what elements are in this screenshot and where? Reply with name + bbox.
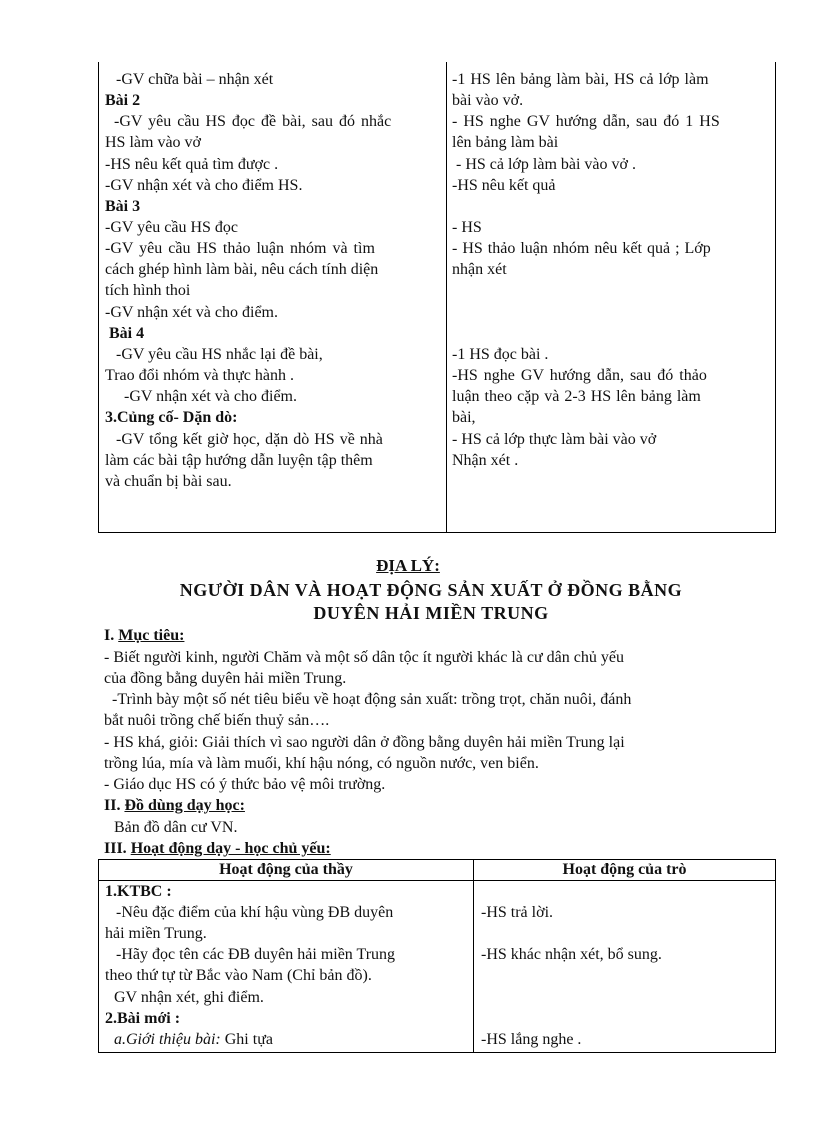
t1-right-line: -1 HS lên bảng làm bài, HS cả lớp làm <box>452 71 709 88</box>
table2-mid-border <box>473 859 474 1053</box>
objective-line: - Biết người kinh, người Chăm và một số dân tộc ít người khác là cư dân chủ yếu <box>104 649 624 666</box>
objective-line: - Giáo dục HS có ý thức bảo vệ môi trường. <box>104 776 386 793</box>
intro-text: Ghi tựa <box>220 1031 273 1048</box>
t1-left-heading: Bài 4 <box>109 325 145 342</box>
t1-left-line: cách ghép hình làm bài, nêu cách tính diện <box>105 261 379 278</box>
table2-bottom-border <box>98 1052 776 1053</box>
t1-left-line: -GV chữa bài – nhận xét <box>116 71 274 88</box>
t1-left-line: -GV nhận xét và cho điểm. <box>124 388 297 405</box>
t1-left-line: -GV yêu cầu HS thảo luận nhóm và tìm <box>105 240 375 257</box>
heading-text: Đồ dùng dạy học: <box>124 797 245 814</box>
subject-heading: ĐỊA LÝ: <box>376 556 440 575</box>
t1-right-line: bài vào vở. <box>452 92 524 109</box>
t2-left-line: GV nhận xét, ghi điểm. <box>114 989 264 1006</box>
heading-text: Mục tiêu: <box>118 627 185 644</box>
t1-left-line: -GV nhận xét và cho điểm. <box>105 304 278 321</box>
objective-line: trồng lúa, mía và làm muối, khí hậu nóng, có nguồn nước, ven biển. <box>104 755 539 772</box>
lesson-title-line2: DUYÊN HẢI MIỀN TRUNG <box>313 603 549 623</box>
intro-label: a.Giới thiệu bài: <box>114 1031 221 1048</box>
table1-bottom-border <box>98 532 776 533</box>
lesson-title-line1: NGƯỜI DÂN VÀ HOẠT ĐỘNG SẢN XUẤT Ở ĐỒNG BẰNG <box>179 580 683 600</box>
t2-left-line: -Hãy đọc tên các ĐB duyên hải miền Trung <box>116 946 396 963</box>
t1-left-heading: Bài 3 <box>105 198 141 215</box>
t1-left-line: tích hình thoi <box>105 282 191 299</box>
t1-right-line: Nhận xét . <box>452 452 519 469</box>
t1-right-line: - HS cả lớp làm bài vào vở . <box>456 156 636 173</box>
table1-left-border <box>98 62 99 532</box>
t1-right-line: - HS thảo luận nhóm nêu kết quả ; Lớp <box>452 240 711 257</box>
t1-left-line: Trao đổi nhóm và thực hành . <box>105 367 294 384</box>
t2-right-line: -HS lắng nghe . <box>481 1031 582 1048</box>
t1-right-line: -1 HS đọc bài . <box>452 346 549 363</box>
t1-left-line: -GV yêu cầu HS đọc đề bài, sau đó nhắc <box>114 113 392 130</box>
t1-left-line: -GV yêu cầu HS nhắc lại đề bài, <box>116 346 323 363</box>
materials-line: Bản đồ dân cư VN. <box>114 819 238 836</box>
t1-left-line: -HS nêu kết quả tìm được . <box>105 156 279 173</box>
table2-header-border <box>98 880 776 881</box>
t1-right-line: -HS nghe GV hướng dẫn, sau đó thảo <box>452 367 707 384</box>
t1-left-line: -GV yêu cầu HS đọc <box>105 219 239 236</box>
t1-left-line: -GV nhận xét và cho điểm HS. <box>105 177 303 194</box>
t1-right-line: lên bảng làm bài <box>452 134 559 151</box>
t1-right-line: bài, <box>452 409 476 426</box>
heading-text: Hoạt động dạy - học chủ yếu: <box>130 840 331 857</box>
heading-number: III. <box>104 840 131 857</box>
table2-right-border <box>775 859 776 1053</box>
t2-left-heading: 2.Bài mới : <box>105 1010 181 1027</box>
t1-right-line: luận theo cặp và 2-3 HS lên bảng làm <box>452 388 701 405</box>
heading-objectives <box>104 626 184 646</box>
t2-left-line <box>114 1030 273 1050</box>
t1-right-line: - HS nghe GV hướng dẫn, sau đó 1 HS <box>452 113 720 130</box>
t1-right-line: - HS cả lớp thực làm bài vào vở <box>452 431 657 448</box>
t2-left-line: -Nêu đặc điểm của khí hậu vùng ĐB duyên <box>116 904 394 921</box>
table2-header-teacher: Hoạt động của thầy <box>219 861 353 878</box>
table1-mid-border <box>446 62 447 532</box>
heading-materials <box>104 796 245 816</box>
table1-right-border <box>775 62 776 532</box>
t2-left-line: hải miền Trung. <box>105 925 207 942</box>
t1-left-line: và chuẩn bị bài sau. <box>105 473 232 490</box>
t1-left-heading: Bài 2 <box>105 92 141 109</box>
t1-right-line: nhận xét <box>452 261 507 278</box>
t2-left-line: theo thứ tự từ Bắc vào Nam (Chỉ bản đồ). <box>105 967 372 984</box>
heading-number: II. <box>104 797 125 814</box>
objective-line: của đồng bằng duyên hải miền Trung. <box>104 670 347 687</box>
t1-left-line: -GV tổng kết giờ học, dặn dò HS về nhà <box>116 431 383 448</box>
t2-right-line: -HS trả lời. <box>481 904 554 921</box>
t1-right-line: - HS <box>452 219 482 236</box>
t1-left-line: HS làm vào vở <box>105 134 202 151</box>
heading-number: I. <box>104 627 119 644</box>
heading-activities <box>104 839 331 859</box>
t2-right-line: -HS khác nhận xét, bổ sung. <box>481 946 662 963</box>
objective-line: -Trình bày một số nét tiêu biểu về hoạt động sản xuất: trồng trọt, chăn nuôi, đánh <box>112 691 632 708</box>
table2-header-student: Hoạt động của trò <box>562 861 687 878</box>
objective-line: bắt nuôi trồng chế biến thuỷ sản…. <box>104 712 330 729</box>
table2-left-border <box>98 859 99 1053</box>
t1-right-line: -HS nêu kết quả <box>452 177 556 194</box>
objective-line: - HS khá, giỏi: Giải thích vì sao người dân ở đồng bằng duyên hải miền Trung lại <box>104 734 625 751</box>
t1-left-heading: 3.Củng cố- Dặn dò: <box>105 409 238 426</box>
t2-left-heading: 1.KTBC : <box>105 883 172 900</box>
t1-left-line: làm các bài tập hướng dẫn luyện tập thêm <box>105 452 373 469</box>
